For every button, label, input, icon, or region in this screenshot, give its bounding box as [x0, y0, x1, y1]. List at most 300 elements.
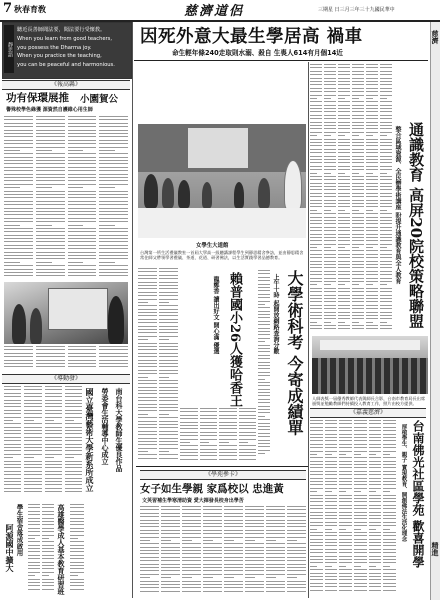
text-line: [28, 562, 40, 563]
text-line: [380, 234, 392, 235]
text-line: [339, 545, 352, 546]
text-line: [380, 254, 392, 255]
text-line: [258, 358, 270, 359]
text-line: [383, 559, 396, 560]
text-line: [324, 156, 336, 157]
text-line: [310, 525, 323, 526]
text-line: [324, 98, 331, 99]
left-story-1-subhead: 譽殊校學色綠獲 源資然自護維心用生師: [6, 107, 93, 113]
text-line: [266, 520, 285, 521]
text-line: [28, 558, 40, 559]
text-line: [380, 64, 392, 65]
text-line: [138, 292, 157, 293]
text-line: [366, 149, 378, 150]
text-line: [366, 301, 378, 302]
text-line: [339, 539, 352, 540]
text-line: [354, 451, 367, 452]
text-line: [352, 217, 364, 218]
text-line: [258, 446, 270, 447]
text-line: [310, 173, 317, 174]
text-line: [24, 423, 41, 424]
text-line: [182, 533, 201, 534]
text-line: [325, 508, 338, 509]
text-line: [380, 203, 392, 204]
text-line: [287, 574, 306, 575]
text-line: [310, 78, 322, 79]
text-line: [159, 326, 178, 327]
text-line: [4, 119, 33, 120]
text-line: [339, 488, 352, 489]
text-line: [338, 267, 350, 268]
text-line: [338, 139, 350, 140]
text-line: [239, 449, 257, 450]
text-line: [245, 553, 264, 554]
text-line: [70, 528, 84, 529]
right-edge-strip: [430, 22, 440, 600]
text-line: [68, 130, 97, 131]
text-line: [99, 126, 128, 127]
text-line: [45, 478, 62, 479]
text-line: [138, 424, 157, 425]
text-line: [42, 511, 54, 512]
text-line: [24, 406, 41, 407]
text-line: [4, 167, 33, 168]
text-line: [380, 301, 392, 302]
text-line: [36, 201, 65, 202]
text-line: [310, 145, 322, 146]
text-line: [366, 278, 378, 279]
page-number: 7: [3, 1, 13, 16]
text-line: [380, 240, 392, 241]
text-line: [352, 179, 364, 180]
text-line: [324, 149, 336, 150]
text-line: [24, 488, 41, 489]
text-line: [310, 298, 322, 299]
text-line: [380, 244, 392, 245]
text-line: [325, 545, 338, 546]
text-line: [4, 153, 33, 154]
text-line: [24, 400, 41, 401]
text-line: [219, 415, 237, 416]
text-line: [354, 535, 367, 536]
text-line: [310, 478, 323, 479]
text-line: [70, 579, 84, 580]
text-line: [159, 322, 178, 323]
text-line: [138, 451, 148, 452]
text-line: [324, 223, 336, 224]
text-line: [182, 567, 201, 568]
text-line: [287, 540, 297, 541]
text-line: [239, 408, 257, 409]
text-line: [4, 170, 33, 171]
text-line: [324, 145, 336, 146]
text-line: [138, 275, 157, 276]
text-line: [354, 467, 367, 468]
text-line: [369, 556, 382, 557]
text-line: [224, 560, 243, 561]
text-line: [68, 228, 97, 229]
text-line: [354, 552, 367, 553]
text-line: [380, 295, 392, 296]
text-line: [369, 573, 382, 574]
text-line: [224, 509, 243, 510]
text-line: [339, 444, 352, 445]
text-line: [338, 149, 350, 150]
text-line: [4, 214, 33, 215]
text-line: [161, 557, 180, 558]
text-line: [383, 569, 396, 570]
text-line: [310, 67, 322, 68]
story-chinchou-subhead: 龍鄭香 讀出好文 開心滿 優選: [212, 276, 219, 355]
text-line: [266, 557, 285, 558]
text-line: [352, 111, 364, 112]
text-line: [138, 319, 157, 320]
text-line: [180, 408, 198, 409]
text-line: [310, 569, 323, 570]
text-line: [68, 187, 84, 188]
text-line: [68, 225, 84, 226]
text-line: [354, 474, 367, 475]
text-line: [369, 512, 382, 513]
text-line: [36, 252, 65, 253]
text-line: [369, 501, 382, 502]
text-line: [266, 516, 285, 517]
text-line: [310, 498, 323, 499]
left-story-2-col6: 學生宿舍落成啟用: [15, 504, 24, 556]
text-line: [352, 142, 364, 143]
text-line: [219, 449, 237, 450]
text-line: [366, 74, 378, 75]
text-line: [369, 518, 382, 519]
text-line: [28, 548, 40, 549]
text-line: [383, 518, 396, 519]
text-line: [42, 514, 54, 515]
text-line: [325, 532, 338, 533]
text-line: [310, 206, 322, 207]
text-line: [352, 71, 364, 72]
text-line: [383, 532, 396, 533]
text-line: [239, 459, 257, 460]
text-line: [338, 200, 350, 201]
text-line: [380, 281, 392, 282]
text-line: [28, 535, 40, 536]
text-line: [219, 435, 237, 436]
text-line: [99, 214, 128, 215]
text-line: [258, 317, 270, 318]
text-line: [366, 132, 378, 133]
text-line: [352, 281, 364, 282]
text-line: [161, 577, 171, 578]
text-line: [338, 247, 345, 248]
text-line: [352, 128, 364, 129]
text-line: [366, 162, 378, 163]
text-line: [338, 220, 350, 221]
text-line: [266, 506, 285, 507]
text-line: [324, 325, 336, 326]
text-line: [310, 125, 322, 126]
text-line: [266, 509, 285, 510]
text-line: [354, 539, 367, 540]
text-line: [310, 315, 322, 316]
text-line: [224, 513, 243, 514]
text-line: [354, 430, 367, 431]
text-line: [24, 478, 41, 479]
text-line: [159, 302, 169, 303]
text-line: [369, 522, 382, 523]
text-line: [70, 511, 84, 512]
text-line: [383, 535, 396, 536]
text-line: [380, 88, 392, 89]
text-line: [339, 430, 352, 431]
text-line: [36, 269, 65, 270]
text-line: [4, 360, 33, 361]
text-line: [383, 484, 396, 485]
text-line: [28, 507, 40, 508]
text-line: [339, 552, 352, 553]
text-line: [366, 125, 378, 126]
text-line: [310, 295, 322, 296]
text-line: [45, 389, 62, 390]
text-line: [352, 108, 364, 109]
text-line: [352, 176, 364, 177]
photo-figure: [284, 160, 302, 210]
text-line: [140, 547, 159, 548]
text-line: [380, 308, 392, 309]
text-line: [369, 481, 382, 482]
text-line: [68, 241, 97, 242]
text-line: [161, 581, 180, 582]
text-line: [325, 430, 338, 431]
text-line: [24, 437, 41, 438]
text-line: [354, 569, 367, 570]
text-line: [45, 396, 62, 397]
text-line: [354, 562, 367, 563]
text-line: [138, 332, 157, 333]
text-line: [182, 547, 201, 548]
text-line: [324, 196, 336, 197]
story-right-bottom: [310, 408, 428, 598]
text-line: [182, 540, 192, 541]
text-line: [354, 437, 367, 438]
text-line: [310, 505, 323, 506]
text-line: [258, 426, 270, 427]
text-line: [324, 305, 336, 306]
text-line: [325, 451, 338, 452]
text-line: [224, 523, 243, 524]
text-line: [258, 433, 270, 434]
text-line: [224, 570, 243, 571]
text-line: [325, 471, 338, 472]
text-line: [324, 261, 336, 262]
text-line: [65, 423, 82, 424]
text-line: [28, 524, 40, 525]
text-line: [324, 125, 336, 126]
text-line: [310, 98, 317, 99]
text-line: [324, 139, 336, 140]
text-line: [203, 577, 213, 578]
text-line: [366, 156, 378, 157]
text-line: [325, 566, 332, 567]
newspaper-logo: 慈濟道侶: [184, 4, 245, 19]
text-line: [159, 387, 178, 388]
text-line: [366, 166, 378, 167]
text-column: [310, 420, 323, 596]
text-line: [258, 365, 270, 366]
text-line: [339, 576, 352, 577]
text-line: [159, 421, 178, 422]
text-line: [200, 425, 218, 426]
text-line: [338, 78, 350, 79]
text-line: [380, 291, 392, 292]
text-line: [159, 404, 178, 405]
text-line: [36, 157, 65, 158]
text-line: [200, 435, 218, 436]
text-line: [310, 271, 322, 272]
text-line: [36, 194, 65, 195]
text-line: [180, 425, 198, 426]
text-line: [245, 574, 264, 575]
text-line: [239, 445, 257, 446]
text-line: [380, 189, 392, 190]
text-line: [380, 257, 392, 258]
text-line: [258, 307, 270, 308]
text-line: [310, 508, 323, 509]
section-name: 秋春育敎: [14, 5, 46, 14]
text-line: [324, 244, 336, 245]
text-line: [159, 417, 178, 418]
text-line: [352, 328, 364, 329]
text-line: [338, 240, 350, 241]
text-line: [339, 423, 352, 424]
text-line: [203, 543, 222, 544]
text-line: [258, 301, 270, 302]
text-line: [352, 84, 364, 85]
text-line: [366, 159, 378, 160]
text-line: [138, 417, 157, 418]
text-line: [287, 570, 306, 571]
text-line: [200, 439, 218, 440]
text-line: [203, 520, 222, 521]
text-line: [369, 491, 376, 492]
text-line: [325, 542, 338, 543]
text-line: [325, 552, 338, 553]
text-line: [325, 484, 338, 485]
text-line: [338, 322, 345, 323]
text-line: [383, 440, 396, 441]
text-line: [310, 491, 317, 492]
text-line: [159, 346, 178, 347]
text-line: [310, 84, 322, 85]
text-line: [4, 464, 21, 465]
text-line: [99, 353, 128, 354]
text-line: [383, 501, 396, 502]
text-line: [258, 280, 270, 281]
text-line: [366, 186, 378, 187]
text-line: [324, 166, 336, 167]
text-line: [325, 420, 338, 421]
text-line: [180, 459, 198, 460]
text-line: [310, 257, 322, 258]
text-line: [258, 453, 265, 454]
text-line: [380, 250, 392, 251]
text-line: [65, 417, 82, 418]
text-column: [70, 504, 84, 594]
text-line: [366, 305, 378, 306]
text-line: [36, 353, 65, 354]
text-line: [352, 237, 364, 238]
text-line: [224, 577, 234, 578]
text-line: [338, 135, 345, 136]
text-line: [36, 360, 65, 361]
text-line: [4, 228, 33, 229]
text-line: [4, 474, 21, 475]
text-line: [182, 516, 201, 517]
text-line: [380, 84, 392, 85]
text-line: [258, 314, 270, 315]
text-line: [200, 455, 218, 456]
text-line: [200, 442, 210, 443]
text-line: [4, 123, 33, 124]
text-line: [383, 461, 396, 462]
bottom-center-subhead: 文英習補生學寒清助資 愛大揮發長校身出學苦: [142, 498, 244, 504]
text-line: [287, 550, 306, 551]
text-line: [36, 204, 65, 205]
text-line: [366, 291, 378, 292]
text-line: [68, 245, 97, 246]
text-line: [24, 471, 41, 472]
text-line: [338, 261, 350, 262]
text-line: [366, 271, 378, 272]
text-line: [65, 457, 74, 458]
text-line: [380, 159, 392, 160]
text-line: [366, 230, 378, 231]
text-line: [366, 193, 378, 194]
text-line: [324, 328, 336, 329]
text-line: [45, 450, 62, 451]
text-line: [310, 274, 322, 275]
text-line: [324, 189, 336, 190]
text-line: [36, 241, 65, 242]
text-line: [24, 464, 41, 465]
text-line: [310, 64, 322, 65]
text-line: [324, 257, 336, 258]
story-right-bottom-tag: 《嘉義慈濟》: [310, 408, 426, 418]
text-line: [68, 221, 97, 222]
text-line: [266, 584, 285, 585]
text-line: [24, 420, 33, 421]
text-line: [258, 351, 270, 352]
text-column: [354, 420, 367, 596]
text-line: [140, 540, 150, 541]
text-line: [70, 514, 84, 515]
text-line: [258, 290, 270, 291]
text-line: [138, 444, 157, 445]
text-line: [310, 549, 323, 550]
text-line: [140, 550, 159, 551]
text-line: [380, 145, 392, 146]
text-line: [338, 227, 350, 228]
text-line: [258, 416, 265, 417]
text-line: [338, 281, 350, 282]
text-line: [352, 264, 364, 265]
text-line: [369, 420, 382, 421]
text-line: [310, 590, 323, 591]
text-line: [245, 577, 255, 578]
text-line: [310, 240, 322, 241]
text-line: [138, 346, 157, 347]
text-line: [159, 343, 178, 344]
text-line: [4, 245, 33, 246]
